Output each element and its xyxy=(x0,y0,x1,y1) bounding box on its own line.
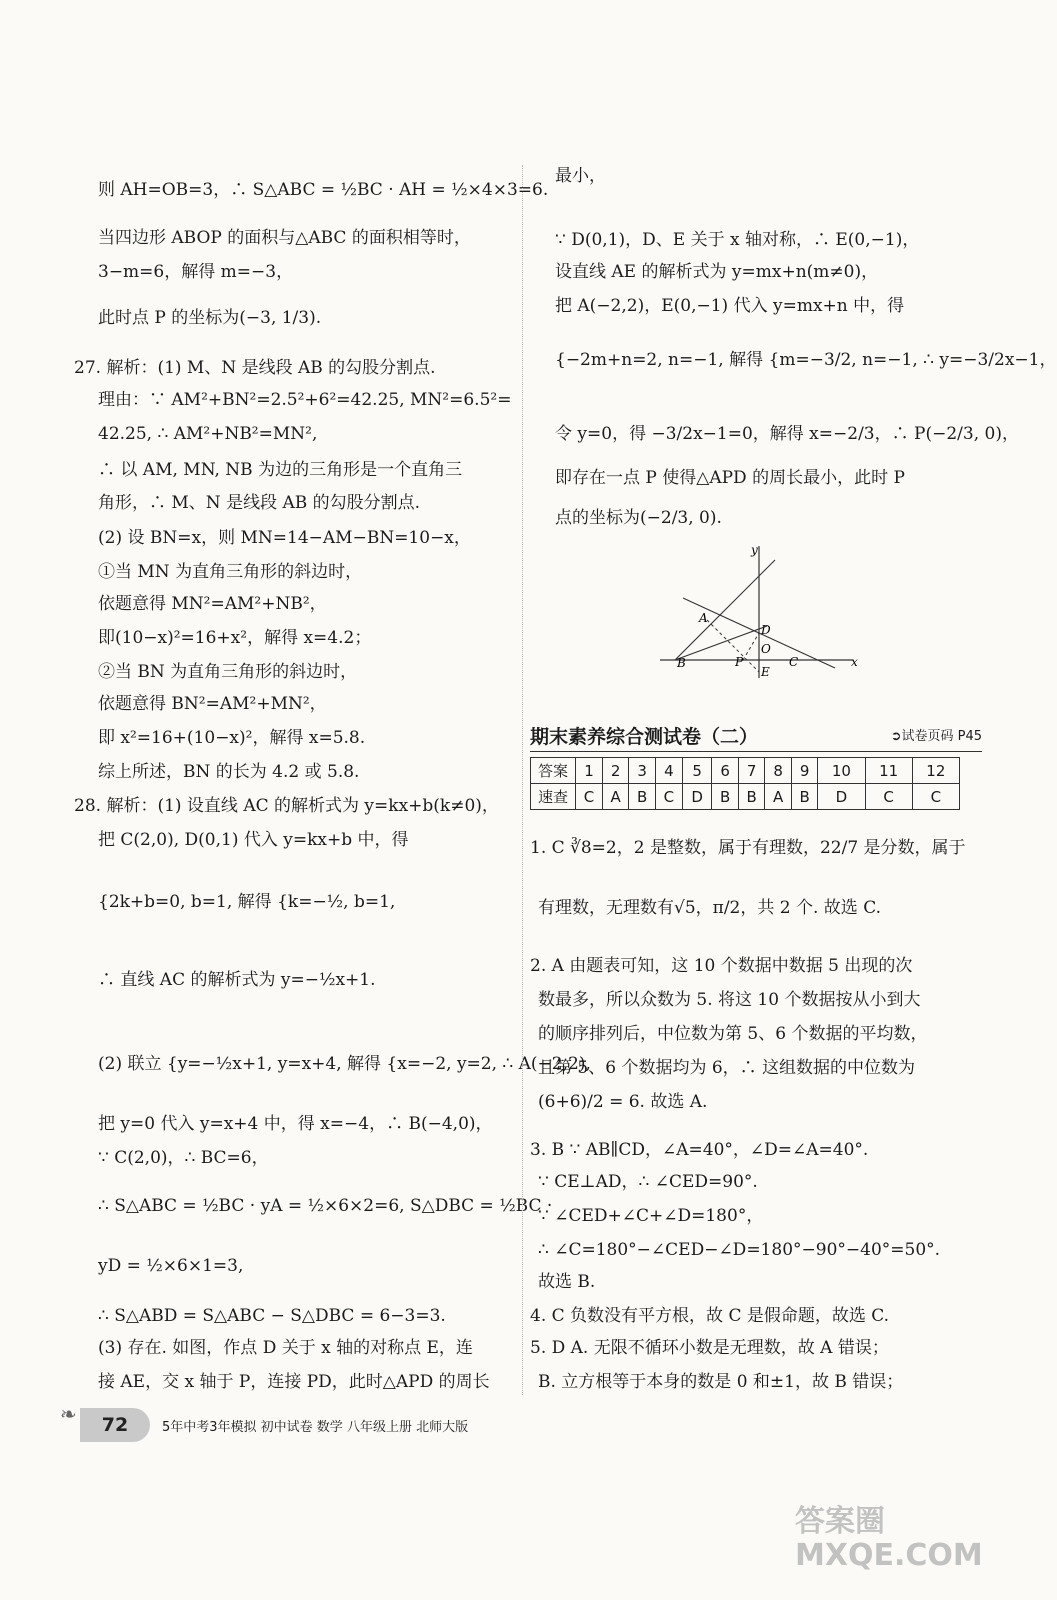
question-27: 27. 解析：(1) M、N 是线段 AB 的勾股分割点. xyxy=(74,358,436,378)
table-cell: 1 xyxy=(576,758,603,784)
text-line: ∴ S△ABC = ½BC · yA = ½×6×2=6, S△DBC = ½BC · xyxy=(98,1196,553,1216)
title-rule xyxy=(530,751,982,752)
text-line: 依题意得 MN²=AM²+NB²， xyxy=(98,594,327,614)
table-header-cell: 速查 xyxy=(531,784,576,810)
line-pd xyxy=(743,633,759,660)
table-cell: B xyxy=(791,784,818,810)
table-cell: 11 xyxy=(865,758,912,784)
text-line: (3) 存在. 如图，作点 D 关于 x 轴的对称点 E，连 xyxy=(98,1338,473,1358)
text-line: 令 y=0，得 −3/2x−1=0，解得 x=−2/3，∴ P(−2/3, 0)， xyxy=(555,424,1019,444)
text-line: (2) 设 BN=x，则 MN=14−AM−BN=10−x， xyxy=(98,528,471,548)
section-title: 期末素养综合测试卷（二） xyxy=(530,726,759,748)
watermark-bottom-right: 答案圈 MXQE.COM xyxy=(795,1504,983,1573)
text-line: 当四边形 ABOP 的面积与△ABC 的面积相等时， xyxy=(98,228,471,248)
page-footer xyxy=(60,1402,660,1444)
page-number: 72 xyxy=(80,1408,150,1442)
coordinate-figure xyxy=(655,540,865,680)
text-line: yD = ½×6×1=3, xyxy=(98,1256,244,1276)
text-line: 把 C(2,0), D(0,1) 代入 y=kx+b 中，得 xyxy=(98,830,409,850)
table-cell: D xyxy=(818,784,865,810)
label-a: A xyxy=(699,611,708,625)
question-28: 28. 解析：(1) 设直线 AC 的解析式为 y=kx+b(k≠0)， xyxy=(74,796,499,816)
text-line: (6+6)/2 = 6. 故选 A. xyxy=(538,1092,708,1112)
table-cell: C xyxy=(655,784,682,810)
label-c: C xyxy=(789,655,799,669)
table-cell: C xyxy=(912,784,959,810)
text-line: 3−m=6，解得 m=−3， xyxy=(98,262,294,282)
text-line: ∵ C(2,0)，∴ BC=6， xyxy=(98,1148,269,1168)
section-page-ref: ➲试卷页码 P45 xyxy=(890,729,982,744)
text-line: 理由：∵ AM²+BN²=2.5²+6²=42.25, MN²=6.5²= xyxy=(98,390,512,410)
text-line: 即 x²=16+(10−x)²，解得 x=5.8. xyxy=(98,728,366,748)
answer-2: 2. A 由题表可知，这 10 个数据中数据 5 出现的次 xyxy=(530,956,913,976)
text-line: 点的坐标为(−2/3, 0). xyxy=(555,508,722,528)
table-cell: 8 xyxy=(765,758,791,784)
table-row xyxy=(531,758,960,784)
answer-3: 3. B ∵ AB∥CD，∠A=40°，∠D=∠A=40°. xyxy=(530,1140,869,1160)
line-ae xyxy=(707,620,759,672)
label-o: O xyxy=(761,642,771,656)
text-line: 把 y=0 代入 y=x+4 中，得 x=−4，∴ B(−4,0)， xyxy=(98,1114,493,1134)
table-cell: A xyxy=(765,784,791,810)
table-cell: A xyxy=(602,784,628,810)
table-cell: 6 xyxy=(712,758,739,784)
text-line: 依题意得 BN²=AM²+MN²， xyxy=(98,694,327,714)
table-cell: C xyxy=(576,784,603,810)
table-cell: D xyxy=(682,784,711,810)
label-y: y xyxy=(751,543,758,557)
text-line: ∵ D(0,1)，D、E 关于 x 轴对称，∴ E(0,−1)， xyxy=(555,230,920,250)
text-line: 接 AE，交 x 轴于 P，连接 PD，此时△APD 的周长 xyxy=(98,1372,490,1392)
answer-1: 1. C ∛8=2，2 是整数，属于有理数，22/7 是分数，属于 xyxy=(530,838,966,858)
table-cell: C xyxy=(865,784,912,810)
text-line: 把 A(−2,2)，E(0,−1) 代入 y=mx+n 中，得 xyxy=(555,296,905,316)
text-line: 数最多，所以众数为 5. 将这 10 个数据按从小到大 xyxy=(538,990,921,1010)
text-line: ∴ 以 AM, MN, NB 为边的三角形是一个直角三 xyxy=(98,460,463,480)
table-cell: 12 xyxy=(912,758,959,784)
table-cell: 9 xyxy=(791,758,818,784)
equation-system: (2) 联立 {y=−½x+1, y=x+4, 解得 {x=−2, y=2, ∴ A(−2,2), xyxy=(98,1054,591,1074)
text-line: 42.25, ∴ AM²+NB²=MN², xyxy=(98,424,318,444)
label-p: P xyxy=(735,655,744,669)
text-line: 角形，∴ M、N 是线段 AB 的勾股分割点. xyxy=(98,493,421,513)
answer-5: 5. D A. 无限不循环小数是无理数，故 A 错误； xyxy=(530,1338,889,1358)
equation-system: {2k+b=0, b=1, 解得 {k=−½, b=1, xyxy=(98,892,396,912)
label-e: E xyxy=(761,665,770,679)
text-line: 最小， xyxy=(555,166,606,186)
text-line: 设直线 AE 的解析式为 y=mx+n(m≠0)， xyxy=(555,262,879,282)
table-cell: 5 xyxy=(682,758,711,784)
text-line: B. 立方根等于本身的数是 0 和±1，故 B 错误； xyxy=(538,1372,904,1392)
answer-table xyxy=(530,757,960,810)
label-b: B xyxy=(677,656,686,670)
equation-system: {−2m+n=2, n=−1, 解得 {m=−3/2, n=−1, ∴ y=−3/2x−1， xyxy=(555,350,1057,370)
text-line: ∴ ∠C=180°−∠CED−∠D=180°−90°−40°=50°. xyxy=(538,1240,941,1260)
text-line: 此时点 P 的坐标为(−3, 1/3). xyxy=(98,308,322,328)
label-d: D xyxy=(761,623,771,637)
table-cell: 3 xyxy=(629,758,656,784)
table-header-cell: 答案 xyxy=(531,758,576,784)
text-line: 即(10−x)²=16+x²，解得 x=4.2； xyxy=(98,628,372,648)
table-cell: 2 xyxy=(602,758,628,784)
line-ab xyxy=(675,560,775,660)
column-divider xyxy=(522,165,523,1395)
table-row xyxy=(531,784,960,810)
section-header xyxy=(530,722,982,748)
text-line: 故选 B. xyxy=(538,1272,596,1292)
book-title: 5年中考3年模拟 初中试卷 数学 八年级上册 北师大版 xyxy=(162,1420,469,1435)
table-cell: 7 xyxy=(738,758,765,784)
text-line: ①当 MN 为直角三角形的斜边时， xyxy=(98,562,363,582)
text-line: 的顺序排列后，中位数为第 5、6 个数据的平均数， xyxy=(538,1024,928,1044)
table-cell: B xyxy=(712,784,739,810)
answer-4: 4. C 负数没有平方根，故 C 是假命题，故选 C. xyxy=(530,1306,890,1326)
table-cell: B xyxy=(629,784,656,810)
table-cell: 10 xyxy=(818,758,865,784)
text-line: 即存在一点 P 使得△APD 的周长最小，此时 P xyxy=(555,468,905,488)
table-cell: B xyxy=(738,784,765,810)
leaf-icon: ❧ xyxy=(60,1402,77,1426)
text-line: ∴ S△ABD = S△ABC − S△DBC = 6−3=3. xyxy=(98,1306,446,1326)
label-x: x xyxy=(851,655,858,669)
text-line: 有理数，无理数有√5，π/2，共 2 个. 故选 C. xyxy=(538,898,882,918)
text-line: ∵ ∠CED+∠C+∠D=180°， xyxy=(538,1206,764,1226)
text-line: ②当 BN 为直角三角形的斜边时， xyxy=(98,662,358,682)
text-line: 则 AH=OB=3，∴ S△ABC = ½BC · AH = ½×4×3=6. xyxy=(98,180,549,200)
text-line: 且第 5、6 个数据均为 6，∴ 这组数据的中位数为 xyxy=(538,1058,916,1078)
text-line: ∴ 直线 AC 的解析式为 y=−½x+1. xyxy=(98,970,376,990)
text-line: 综上所述，BN 的长为 4.2 或 5.8. xyxy=(98,762,360,782)
text-line: ∵ CE⊥AD，∴ ∠CED=90°. xyxy=(538,1172,758,1192)
table-cell: 4 xyxy=(655,758,682,784)
